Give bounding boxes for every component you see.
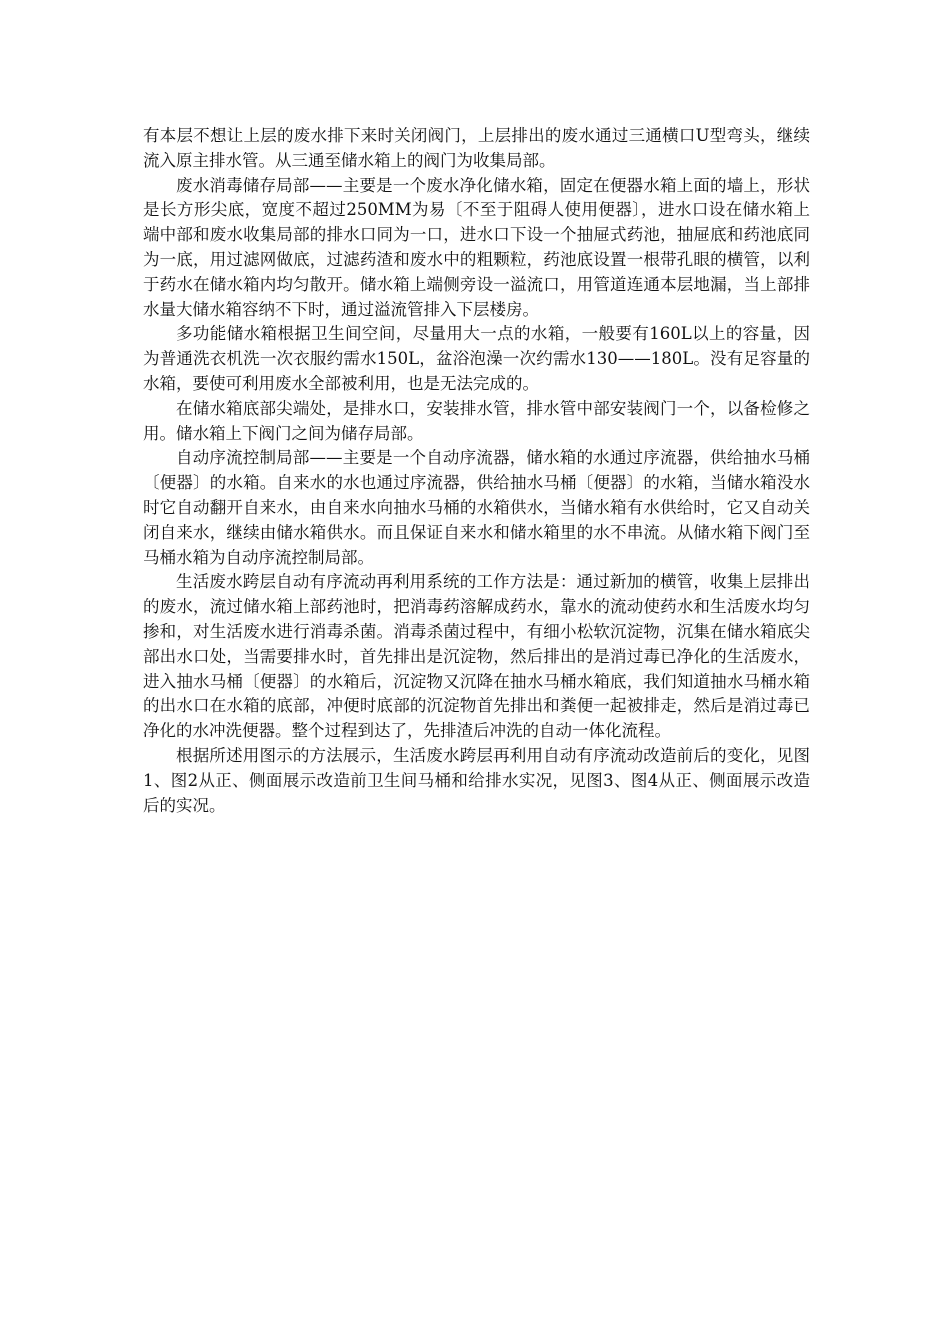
paragraph-4: 在储水箱底部尖端处，是排水口，安装排水管，排水管中部安装阀门一个，以备检修之用。储水箱上下阀门之间为储存局部。	[143, 398, 810, 443]
paragraph-6: 生活废水跨层自动有序流动再利用系统的工作方法是：通过新加的横管，收集上层排出的废水，流过储水箱上部药池时，把消毒药溶解成药水，靠水的流动使药水和生活废水均匀掺和，对生活废水进行消毒杀菌。消毒杀菌过程中，有细小松软沉淀物，沉集在储水箱底尖部出水口处，当需要排水时，首先排出是沉淀物，然后排出的是消过毒已净化的生活废水，进入抽水马桶〔便器〕的水箱后，沉淀物又沉降在抽水马桶水箱底，我们知道抽水马桶水箱的出水口在水箱的底部，冲便时底部的沉淀物首先排出和粪便一起被排走，然后是消过毒已净化的水冲洗便器。整个过程到达了，先排渣后冲洗的自动一体化流程。	[143, 572, 810, 741]
paragraph-5: 自动序流控制局部——主要是一个自动序流器，储水箱的水通过序流器，供给抽水马桶〔便器〕的水箱。自来水的水也通过序流器，供给抽水马桶〔便器〕的水箱，当储水箱没水时它自动翻开自来水，由自来水向抽水马桶的水箱供水，当储水箱有水供给时，它又自动关闭自来水，继续由储水箱供水。而且保证自来水和储水箱里的水不串流。从储水箱下阀门至马桶水箱为自动序流控制局部。	[143, 448, 810, 567]
paragraph-7: 根据所述用图示的方法展示，生活废水跨层再利用自动有序流动改造前后的变化，见图1、图2从正、侧面展示改造前卫生间马桶和给排水实况，见图3、图4从正、侧面展示改造后的实况。	[143, 745, 810, 815]
paragraph-1: 有本层不想让上层的废水排下来时关闭阀门，上层排出的废水通过三通横口U型弯头，继续流入原主排水管。从三通至储水箱上的阀门为收集局部。	[143, 126, 810, 170]
document-body	[143, 124, 810, 818]
paragraph-2: 废水消毒储存局部——主要是一个废水净化储水箱，固定在便器水箱上面的墙上，形状是长方形尖底，宽度不超过250MM为易〔不至于阻碍人使用便器〕，进水口设在储水箱上端中部和废水收集局部的排水口同为一口，进水口下设一个抽屉式药池，抽屉底和药池底同为一底，用过滤网做底，过滤药渣和废水中的粗颗粒，药池底设置一根带孔眼的横管，以利于药水在储水箱内均匀散开。储水箱上端侧旁设一溢流口，用管道连通本层地漏，当上部排水量大储水箱容纳不下时，通过溢流管排入下层楼房。	[143, 175, 810, 319]
paragraph-3: 多功能储水箱根据卫生间空间，尽量用大一点的水箱，一般要有160L以上的容量，因为普通洗衣机洗一次衣服约需水150L，盆浴泡澡一次约需水130——180L。没有足容量的水箱，要使可利用废水全部被利用，也是无法完成的。	[143, 324, 810, 393]
